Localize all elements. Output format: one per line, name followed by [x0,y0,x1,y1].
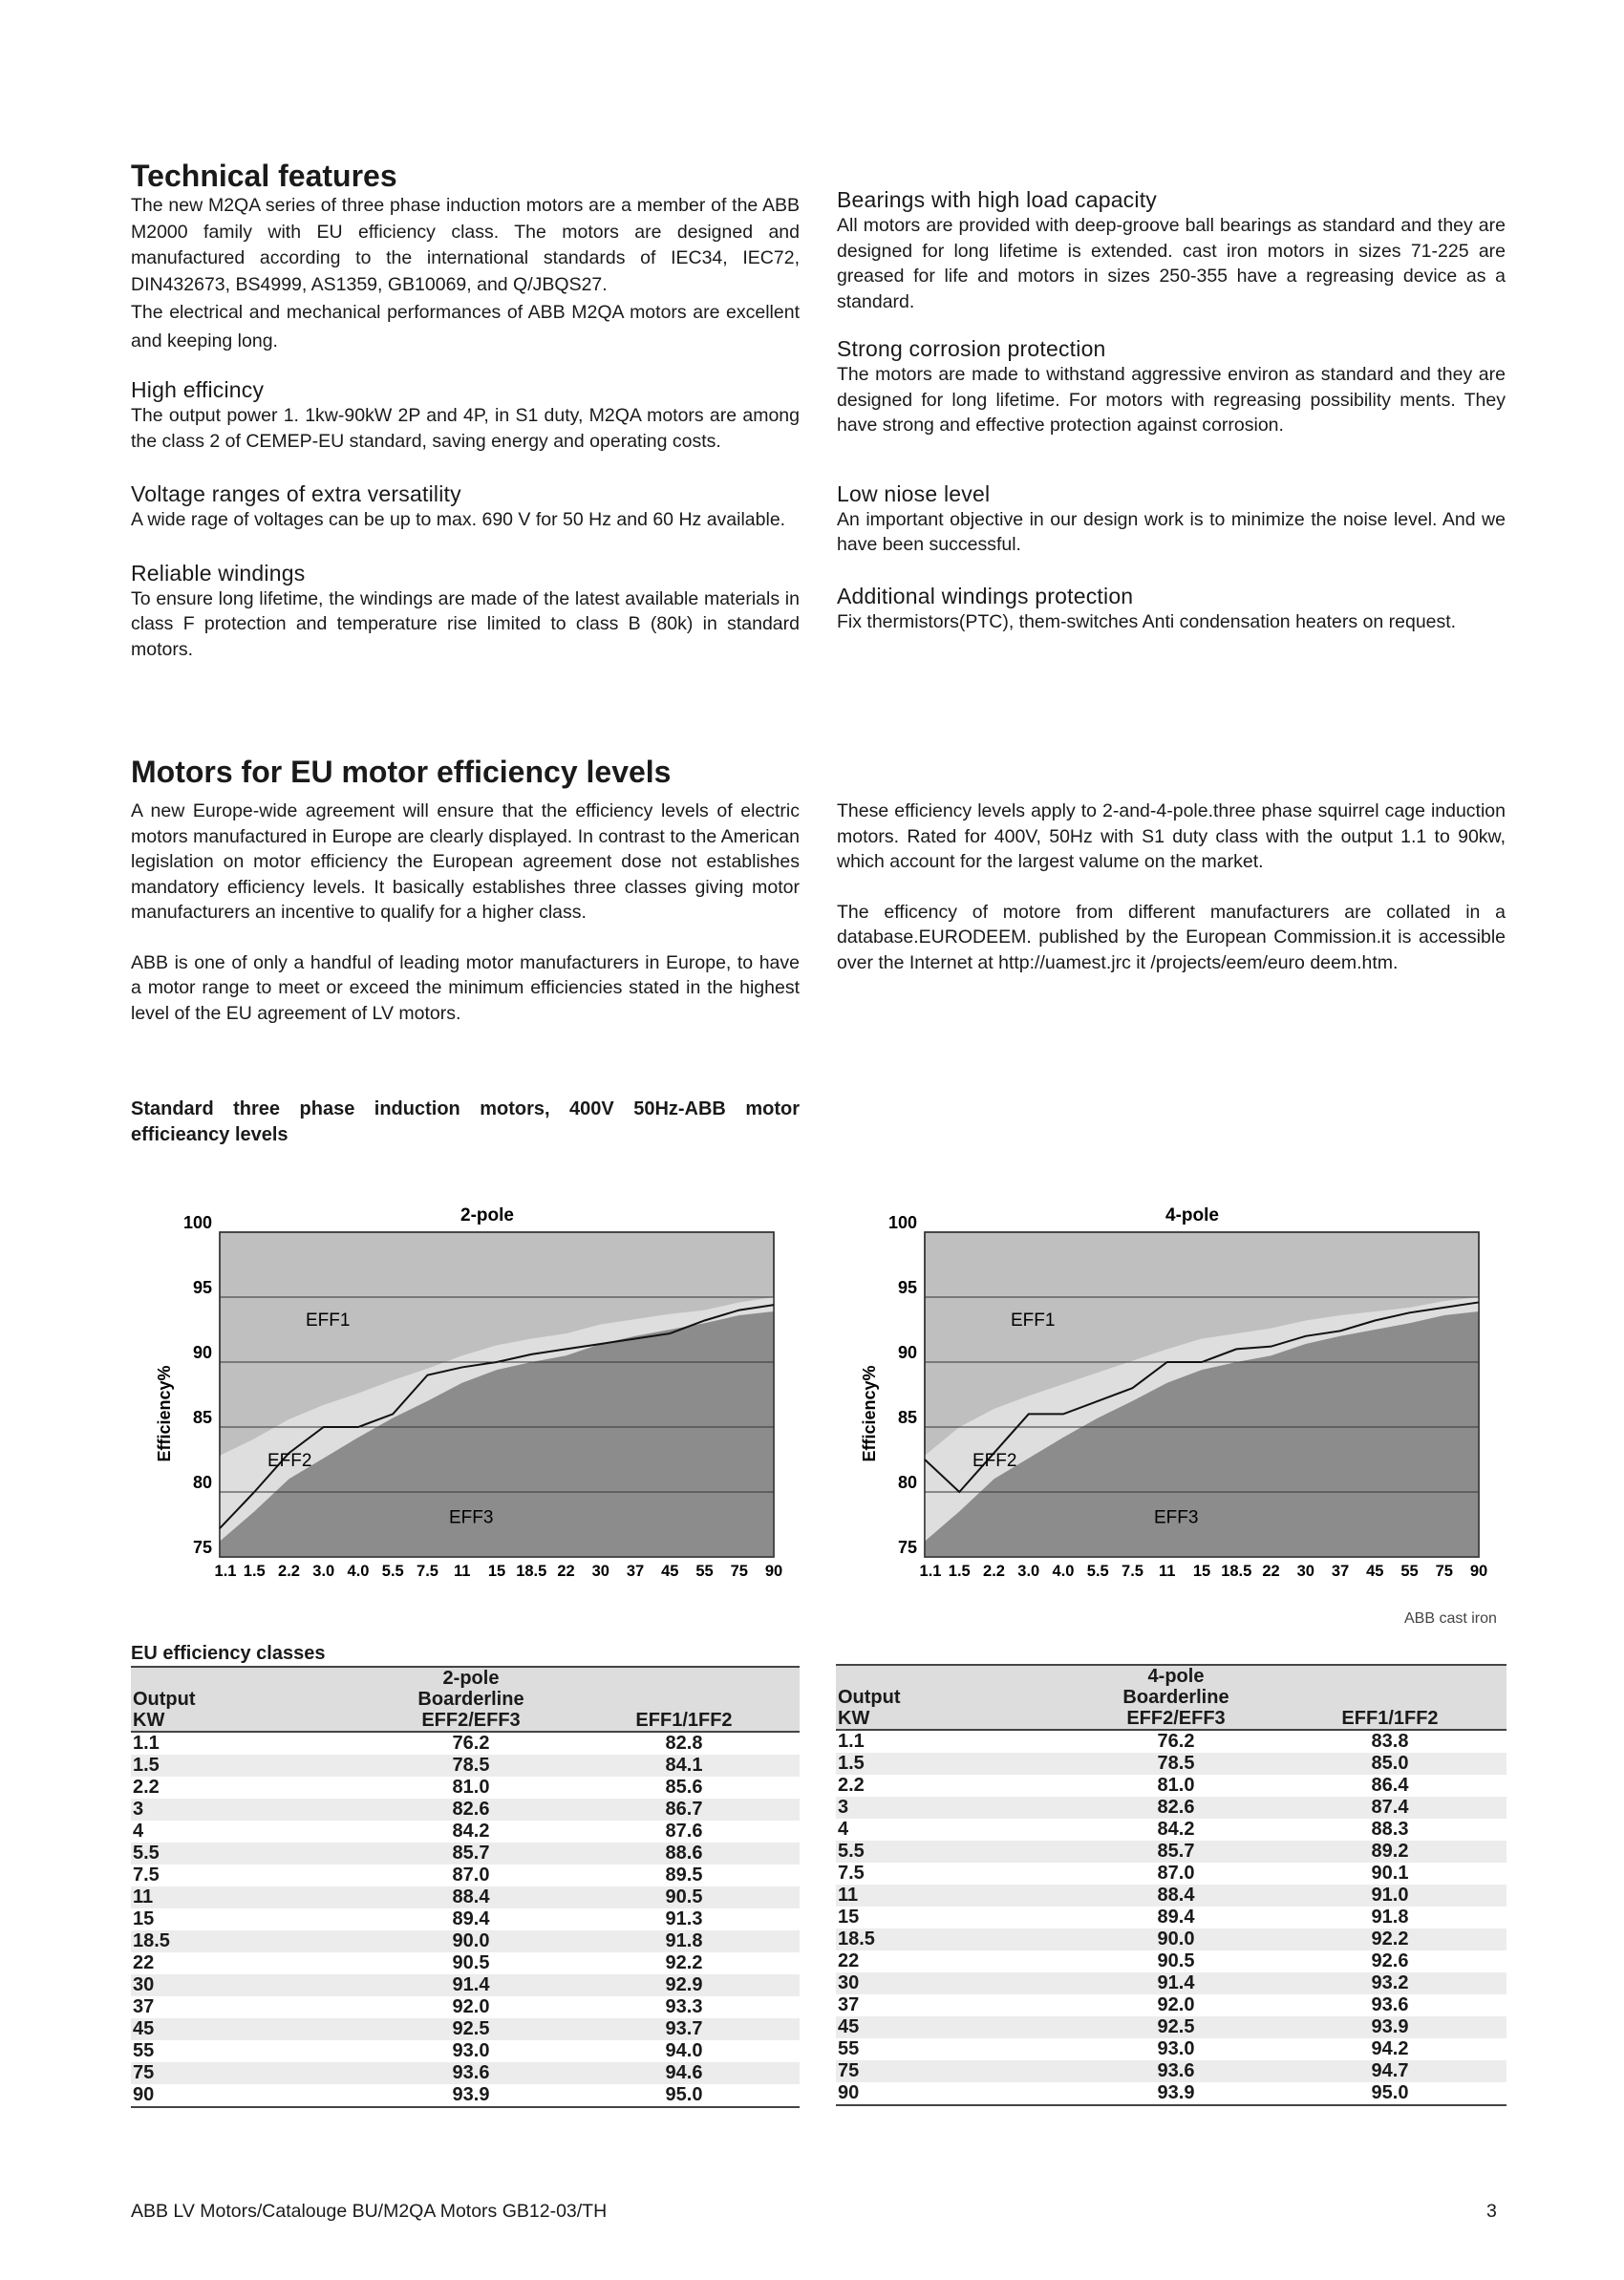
table-row [836,2060,1506,2082]
table-row [836,1994,1506,2016]
feature-text: An important objective in our design work is to minimize the noise level. And we have been successful. [837,508,1506,555]
table-row [836,1730,1506,1753]
eu-right [837,799,1506,975]
output-kw-cell: 90 [131,2084,374,2107]
eff2-eff3-cell: 93.0 [452,2040,490,2061]
intro-paragraph: The new M2QA series of three phase induction motors are a member of the ABB M2000 family with EU efficiency class. The motors are designed and manufactured according to the international standards of IEC34, IEC72, DIN432673, BS4999, AS1359, GB10069, and Q/JBQS27. [131,195,800,295]
footer-text: ABB LV Motors/Catalouge BU/M2QA Motors GB12-03/TH [131,2201,608,2222]
col-header-eff2-eff3: EFF2/EFF3 [1126,1708,1226,1729]
output-kw-cell: 4 [838,1819,849,1840]
x-tick-label: 2.2 [278,1563,300,1580]
y-tick-label: 100 [887,1213,917,1232]
output-kw-cell: 30 [836,1972,1079,1994]
eff1-cell: 91.8 [1371,1907,1409,1928]
y-tick-label: 75 [897,1538,917,1557]
table-row [131,1755,800,1777]
chart-title: 2-pole [460,1205,514,1225]
eff2-eff3-cell: 90.5 [452,1952,490,1973]
eff1-cell: 93.6 [1371,1994,1409,2015]
output-kw-cell: 7.5 [133,1864,160,1886]
y-tick-label: 75 [192,1538,212,1557]
table-row [836,1819,1506,1841]
chart-title: 4-pole [1165,1205,1219,1225]
eff1-cell: 83.8 [1371,1731,1409,1752]
feature-heading: Voltage ranges of extra versatility [131,481,461,506]
x-tick-label: 1.5 [948,1563,971,1580]
x-tick-label: 30 [591,1563,609,1580]
x-tick-label: 15 [487,1563,506,1580]
col-header-pole: 2-pole [442,1668,500,1689]
x-tick-label: 75 [730,1563,748,1580]
col-header-borderline: Boarderline [417,1689,524,1710]
eff1-cell: 93.2 [1273,1972,1506,1994]
y-axis-label: Efficiency% [860,1365,879,1462]
chart-caption: Standard three phase induction motors, 400V 50Hz-ABB motor efficieancy levels [131,1098,800,1145]
x-tick-label: 15 [1192,1563,1211,1580]
eff2-eff3-cell: 93.6 [1079,2060,1273,2082]
eff1-cell: 84.1 [568,1755,800,1777]
output-kw-cell: 75 [836,2060,1079,2082]
feature-text: To ensure long lifetime, the windings are made of the latest available materials in class F protection and temperature rise limited to class B (80k) in standard motors. [131,587,800,660]
eff1-cell: 86.7 [568,1799,800,1821]
output-kw-cell: 1.1 [133,1733,160,1754]
x-tick-label: 7.5 [1122,1563,1143,1580]
output-kw-cell: 90 [836,2082,1079,2105]
feature-heading: Low niose level [837,480,991,506]
eff1-cell: 86.4 [1371,1775,1409,1796]
table-body [131,1732,800,2107]
y-tick-label: 100 [182,1213,212,1232]
table-row [836,1885,1506,1907]
table-row [131,1952,800,1974]
eff2-eff3-cell: 85.7 [1079,1841,1273,1863]
eff1-cell: 94.0 [665,2040,703,2061]
output-kw-cell: 3 [131,1799,374,1821]
eff1-cell: 95.0 [568,2084,800,2107]
eff2-eff3-cell: 82.6 [374,1799,568,1821]
output-kw-cell: 7.5 [838,1863,865,1884]
eff2-eff3-cell: 90.0 [374,1930,568,1952]
x-tick-label: 37 [626,1563,645,1580]
col-header-output: Output [838,1687,901,1708]
output-kw-cell: 15 [838,1907,860,1928]
feature-heading: Bearings with high load capacity [837,187,1157,212]
table-row [836,2082,1506,2105]
eff1-cell: 89.2 [1273,1841,1506,1863]
output-kw-cell: 55 [838,2038,860,2059]
col-header-output: Output [133,1689,196,1710]
chart-note: ABB cast iron [1404,1610,1497,1627]
table-row [131,1732,800,1755]
x-tick-label: 22 [1262,1563,1280,1580]
output-kw-cell: 30 [131,1974,374,1996]
eff2-eff3-cell: 92.5 [374,2018,568,2040]
x-tick-label: 55 [695,1563,714,1580]
eff2-eff3-cell: 87.0 [452,1864,490,1886]
output-kw-cell: 1.5 [131,1755,374,1777]
eff1-cell: 92.2 [665,1952,703,1973]
y-tick-label: 80 [192,1473,212,1492]
x-tick-label: 11 [454,1563,471,1580]
output-kw-cell: 11 [131,1886,374,1908]
eff2-eff3-cell: 93.9 [1079,2082,1273,2105]
output-kw-cell: 15 [133,1908,155,1929]
eff2-eff3-cell: 91.4 [374,1974,568,1996]
table-row [131,1864,800,1886]
feature-text: A wide rage of voltages can be up to max. 690 V for 50 Hz and 60 Hz available. [131,509,786,530]
table-row [131,2018,800,2040]
eff2-eff3-cell: 92.0 [452,1996,490,2017]
output-kw-cell: 18.5 [131,1930,374,1952]
output-kw-cell: 37 [838,1994,860,2015]
eff2-eff3-cell: 89.4 [452,1908,490,1929]
right-features [837,186,1506,634]
col-header-eff1: EFF1/1FF2 [635,1710,733,1731]
eff2-eff3-cell: 81.0 [1157,1775,1195,1796]
output-kw-cell: 22 [838,1950,860,1971]
x-tick-label: 37 [1331,1563,1350,1580]
output-kw-cell: 1.5 [836,1753,1079,1775]
col-header-pole: 4-pole [1147,1666,1205,1687]
eff2-eff3-cell: 78.5 [374,1755,568,1777]
x-tick-label: 90 [764,1563,783,1580]
x-tick-label: 11 [1159,1563,1176,1580]
eff1-cell: 90.5 [568,1886,800,1908]
x-tick-label: 1.1 [214,1563,237,1580]
x-tick-label: 4.0 [347,1563,370,1580]
eff2-eff3-cell: 90.0 [1079,1928,1273,1950]
y-tick-label: 85 [897,1408,917,1427]
eff1-cell: 91.8 [568,1930,800,1952]
eff2-eff3-cell: 84.2 [452,1821,490,1842]
x-tick-label: 45 [1366,1563,1384,1580]
eff1-cell: 88.3 [1371,1819,1409,1840]
feature-windings [131,560,800,663]
table-4-pole [836,1664,1506,2106]
y-tick-label: 95 [897,1278,917,1297]
x-tick-label: 22 [557,1563,575,1580]
eff1-cell: 94.2 [1371,2038,1409,2059]
feature-heading: Additional windings protection [837,583,1134,608]
chart-4-pole-svg [848,1184,1488,1605]
x-tick-label: 75 [1435,1563,1453,1580]
eu-paragraph-3: These efficiency levels apply to 2-and-4-pole.three phase squirrel cage induction motors. Rated for 400V, 50Hz with S1 duty class with the output 1.1 to 90kw, which account for the largest valume on the market. [837,800,1506,872]
table-row [131,1908,800,1930]
x-tick-label: 5.5 [381,1563,404,1580]
eff2-eff3-cell: 88.4 [374,1886,568,1908]
col-header-eff2-eff3: EFF2/EFF3 [421,1710,521,1731]
eff3-label: EFF3 [1154,1507,1199,1528]
y-tick-label: 95 [192,1278,212,1297]
eff2-eff3-cell: 91.4 [1079,1972,1273,1994]
x-tick-label: 1.5 [243,1563,266,1580]
eu-left [131,755,800,1026]
eff1-cell: 92.6 [1371,1950,1409,1971]
x-tick-label: 7.5 [417,1563,438,1580]
eff2-eff3-cell: 82.6 [1079,1797,1273,1819]
feature-heading: Strong corrosion protection [837,336,1106,361]
output-kw-cell: 55 [133,2040,155,2061]
feature-bearings [837,186,1506,314]
chart-2-pole-svg [143,1184,783,1605]
eff1-cell: 95.0 [1273,2082,1506,2105]
feature-voltage [131,480,800,533]
table-row [836,1797,1506,1819]
table-row [836,1972,1506,1994]
feature-windings-protection [837,583,1506,635]
eff2-eff3-cell: 78.5 [1079,1753,1273,1775]
x-tick-label: 3.0 [312,1563,335,1580]
table-row [131,1886,800,1908]
y-tick-label: 80 [897,1473,917,1492]
table-row [131,1996,800,2018]
eff2-eff3-cell: 87.0 [1157,1863,1195,1884]
table-row [836,1907,1506,1928]
table-row [836,1753,1506,1775]
eff2-eff3-cell: 88.4 [1079,1885,1273,1907]
x-tick-label: 90 [1469,1563,1488,1580]
chart-2-pole [143,1184,783,1605]
eu-paragraph-4: The efficency of motore from different manufacturers are collated in a database.EURODEEM. published by the European Commission.it is accessible over the Internet at http://uamest.jrc it /projects/eem/euro deem.htm. [837,901,1506,973]
eff2-eff3-cell: 92.5 [1079,2016,1273,2038]
x-tick-label: 45 [661,1563,679,1580]
eff2-eff3-cell: 89.4 [1157,1907,1195,1928]
col-header-kw: KW [133,1710,165,1731]
x-tick-label: 4.0 [1052,1563,1075,1580]
x-tick-label: 55 [1400,1563,1419,1580]
y-tick-label: 90 [897,1343,917,1362]
table-row [131,1821,800,1843]
x-tick-label: 1.1 [919,1563,942,1580]
y-axis-label: Efficiency% [155,1365,174,1462]
table-row [836,1928,1506,1950]
feature-corrosion [837,335,1506,438]
x-tick-label: 18.5 [516,1563,547,1580]
eu-paragraph: A new Europe-wide agreement will ensure that the efficiency levels of electric motors manufactured in Europe are clearly displayed. In contrast to the American legislation on motor efficiency the European agreement dose not establishes mandatory efficiency levels. It basically establishes three classes giving motor manufacturers an incentive to qualify for a higher class. [131,800,800,923]
output-kw-cell: 75 [131,2062,374,2084]
section-title: Technical features [131,159,397,193]
table-row [131,1777,800,1799]
eff2-label: EFF2 [972,1450,1017,1471]
eu-title: Motors for EU motor efficiency levels [131,755,672,789]
col-header-kw: KW [838,1708,870,1729]
eff2-eff3-cell: 76.2 [1157,1731,1195,1752]
table-row [131,2040,800,2062]
eff2-eff3-cell: 76.2 [452,1733,490,1754]
table-body [836,1730,1506,2105]
eff1-cell: 85.0 [1273,1753,1506,1775]
eff2-eff3-cell: 93.0 [1157,2038,1195,2059]
technical-features [131,159,800,681]
eff2-eff3-cell: 93.6 [374,2062,568,2084]
output-kw-cell: 45 [836,2016,1079,2038]
output-kw-cell: 2.2 [133,1777,160,1798]
table-row [131,2084,800,2107]
output-kw-cell: 1.1 [838,1731,865,1752]
feature-text: Fix thermistors(PTC), them-switches Anti condensation heaters on request. [837,610,1457,632]
output-kw-cell: 37 [133,1996,155,2017]
eff1-cell: 82.8 [665,1733,703,1754]
table-row [836,1841,1506,1863]
eff1-cell: 93.7 [568,2018,800,2040]
eff1-cell: 93.9 [1273,2016,1506,2038]
eff1-cell: 91.0 [1273,1885,1506,1907]
feature-text: All motors are provided with deep-groove ball bearings as standard and they are designed for long lifetime is extended. cast iron motors in sizes 71-225 are greased for life and motors in sizes 250-355 have a regreasing device as a standard. [837,215,1506,312]
eff2-label: EFF2 [267,1450,312,1471]
eff1-cell: 94.7 [1273,2060,1506,2082]
chart-4-pole [848,1184,1488,1605]
output-kw-cell: 5.5 [836,1841,1079,1863]
eff1-cell: 94.6 [568,2062,800,2084]
output-kw-cell: 4 [133,1821,144,1842]
x-tick-label: 2.2 [983,1563,1005,1580]
page-number: 3 [1486,2201,1497,2222]
feature-high-efficiency [131,376,800,454]
eff1-cell: 92.2 [1273,1928,1506,1950]
col-header-eff1: EFF1/1FF2 [1341,1708,1439,1729]
output-kw-cell: 2.2 [838,1775,865,1796]
eff2-eff3-cell: 92.0 [1157,1994,1195,2015]
output-kw-cell: 18.5 [836,1928,1079,1950]
table-2-pole [131,1666,800,2108]
output-kw-cell: 11 [836,1885,1079,1907]
y-tick-label: 90 [192,1343,212,1362]
x-tick-label: 5.5 [1086,1563,1109,1580]
eff1-cell: 90.1 [1371,1863,1409,1884]
output-kw-cell: 5.5 [131,1843,374,1864]
eff2-eff3-cell: 90.5 [1157,1950,1195,1971]
eff1-cell: 89.5 [665,1864,703,1886]
eff1-cell: 92.9 [568,1974,800,1996]
eff2-eff3-cell: 85.7 [374,1843,568,1864]
y-tick-label: 85 [192,1408,212,1427]
eff1-label: EFF1 [306,1310,351,1331]
feature-text: The motors are made to withstand aggressive environ as standard and they are designed for long lifetime. For motors with regreasing possibility ments. They have strong and effective protection against corrosion. [837,364,1506,436]
feature-noise [837,480,1506,558]
eff3-label: EFF3 [449,1507,494,1528]
feature-heading: High efficincy [131,377,265,402]
table-row [836,1775,1506,1797]
output-kw-cell: 22 [133,1952,155,1973]
x-tick-label: 30 [1296,1563,1314,1580]
table-row [131,1843,800,1864]
eff1-cell: 87.4 [1273,1797,1506,1819]
eff2-eff3-cell: 84.2 [1157,1819,1195,1840]
eu-paragraph-2: ABB is one of only a handful of leading motor manufacturers in Europe, to have a motor range to meet or exceed the minimum efficiencies stated in the highest level of the EU agreement of LV motors. [131,951,800,1024]
table-row [836,1863,1506,1885]
output-kw-cell: 45 [131,2018,374,2040]
eff2-eff3-cell: 93.9 [374,2084,568,2107]
eff1-cell: 91.3 [665,1908,703,1929]
x-tick-label: 18.5 [1221,1563,1252,1580]
feature-text: The output power 1. 1kw-90kW 2P and 4P, in S1 duty, M2QA motors are among the class 2 of CEMEP-EU standard, saving energy and operating costs. [131,405,800,452]
table-row [131,1930,800,1952]
table-row [836,2016,1506,2038]
eff1-cell: 85.6 [665,1777,703,1798]
intro-paragraph-2: The electrical and mechanical performances of ABB M2QA motors are excellent and keeping long. [131,302,800,352]
eff1-cell: 88.6 [568,1843,800,1864]
table-row [836,2038,1506,2060]
col-header-borderline: Boarderline [1122,1687,1229,1708]
output-kw-cell: 3 [836,1797,1079,1819]
x-tick-label: 3.0 [1017,1563,1040,1580]
eff1-cell: 93.3 [665,1996,703,2017]
eff1-label: EFF1 [1011,1310,1056,1331]
table-row [836,1950,1506,1972]
tables-caption: EU efficiency classes [131,1643,326,1664]
feature-heading: Reliable windings [131,560,306,586]
table-row [131,2062,800,2084]
eff2-eff3-cell: 81.0 [452,1777,490,1798]
table-row [131,1799,800,1821]
eff1-cell: 87.6 [665,1821,703,1842]
table-row [131,1974,800,1996]
